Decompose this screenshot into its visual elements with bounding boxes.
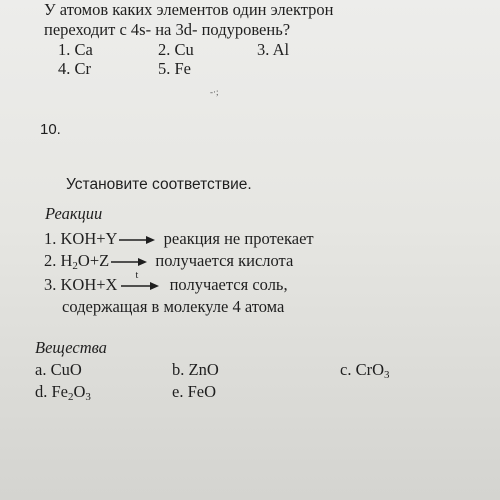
reaction-2: [44, 252, 293, 270]
reaction-2-formula: $H_2O+Z$: [60, 251, 110, 272]
reaction-3-formula: KOH+X: [60, 275, 118, 294]
reaction-3-number: 3.: [44, 275, 57, 294]
q10-instruction: Установите соответствие.: [66, 176, 252, 193]
reaction-3: [44, 270, 288, 294]
substance-d: d. $Fe_2O_3$: [35, 382, 91, 403]
substance-b: b. ZnO: [172, 360, 219, 379]
q9-option-4: 4. Cr: [58, 59, 91, 78]
reaction-3-continued: содержащая в молекуле 4 атома: [62, 297, 285, 316]
substance-e: e. FeO: [172, 382, 216, 401]
reaction-3-result: получается соль,: [169, 275, 288, 294]
heat-label: t: [135, 270, 139, 282]
q9-text-line1: У атомов каких элементов один электрон: [44, 0, 334, 19]
q10-number: 10.: [40, 121, 61, 138]
heated-arrow-icon: [121, 270, 159, 292]
reactions-heading: Реакции: [45, 204, 103, 223]
substances-heading: Вещества: [35, 338, 107, 357]
reaction-1: [44, 230, 314, 248]
q9-text-line2: переходит с 4s- на 3d- подуровень?: [44, 20, 291, 39]
reaction-2-number: 2.: [44, 251, 57, 270]
reaction-1-number: 1.: [44, 229, 57, 248]
reaction-1-result: реакция не протекает: [163, 229, 314, 248]
reaction-2-result: получается кислота: [155, 251, 294, 270]
q9-option-3: 3. Al: [257, 40, 290, 59]
arrow-icon: [111, 256, 147, 268]
q9-option-2: 2. Cu: [158, 40, 194, 59]
q9-option-1: 1. Ca: [58, 40, 93, 59]
substance-c: c. CrO$_3$: [340, 360, 390, 381]
reaction-1-formula: KOH+Y: [60, 229, 118, 248]
substance-a: a. CuO: [35, 360, 82, 379]
arrow-icon: [119, 234, 155, 246]
q9-option-5: 5. Fe: [158, 59, 191, 78]
ink-smudge: -·;: [210, 87, 219, 97]
